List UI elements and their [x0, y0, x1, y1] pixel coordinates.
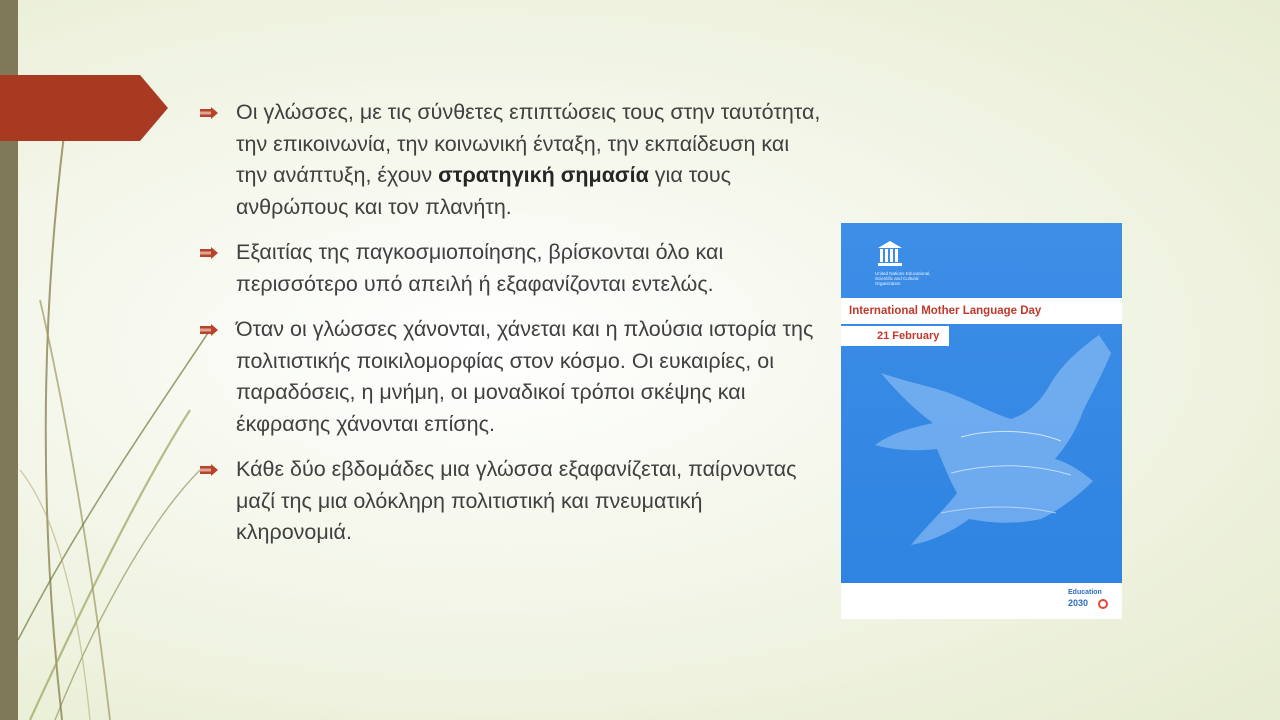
bullet-item	[200, 97, 822, 223]
arrow-bullet-icon	[200, 247, 218, 259]
mother-language-day-poster	[841, 223, 1122, 619]
education-year: 2030	[1068, 598, 1089, 608]
bullet-item	[200, 237, 822, 300]
bullet-list	[200, 97, 822, 563]
red-arrow-banner	[0, 75, 170, 141]
poster-date-tab	[841, 326, 949, 346]
bullet-text: Κάθε δύο εβδομάδες μια γλώσσα εξαφανίζεται, παίρνοντας μαζί της μια ολόκληρη πολιτιστική και πνευματική κληρονομιά.	[236, 457, 797, 544]
education-label: Education	[1068, 589, 1102, 596]
bullet-item	[200, 454, 822, 549]
bullet-text: Οι γλώσσες, με τις σύνθετες επιπτώσεις τους στην ταυτότητα, την επικοινωνία, την κοινωνική ένταξη, την εκπαίδευση και την ανάπτυξη, έχουν	[236, 100, 821, 187]
arrow-bullet-icon	[200, 464, 218, 476]
bullet-item	[200, 314, 822, 440]
education-ring-icon	[1098, 599, 1108, 609]
unesco-temple-icon	[875, 239, 905, 269]
education-2030-logo	[1068, 589, 1118, 615]
unesco-org-text: United Nations Educational, Scientific and Cultural Organization	[875, 271, 931, 286]
bullet-text: Όταν οι γλώσσες χάνονται, χάνεται και η πλούσια ιστορία της πολιτιστικής ποικιλομορφίας στον κόσμο. Οι ευκαιρίες, οι παραδόσεις, η μνήμη, οι μοναδικοί τρόποι σκέψης και έκφρασης χάνονται επίσης.	[236, 317, 814, 436]
arrow-bullet-icon	[200, 324, 218, 336]
poster-title: International Mother Language Day	[849, 305, 1042, 317]
bullet-text: Εξαιτίας της παγκοσμιοποίησης, βρίσκονται όλο και περισσότερο υπό απειλή ή εξαφανίζονται εντελώς.	[236, 240, 724, 296]
bullet-text: για τους ανθρώπους και τον πλανήτη.	[236, 163, 731, 219]
poster-title-band	[841, 298, 1122, 324]
bullet-bold-text: στρατηγική σημασία	[438, 163, 649, 187]
arrow-bullet-icon	[200, 107, 218, 119]
poster-blue-background	[841, 223, 1122, 583]
poster-date: 21 February	[877, 330, 940, 342]
